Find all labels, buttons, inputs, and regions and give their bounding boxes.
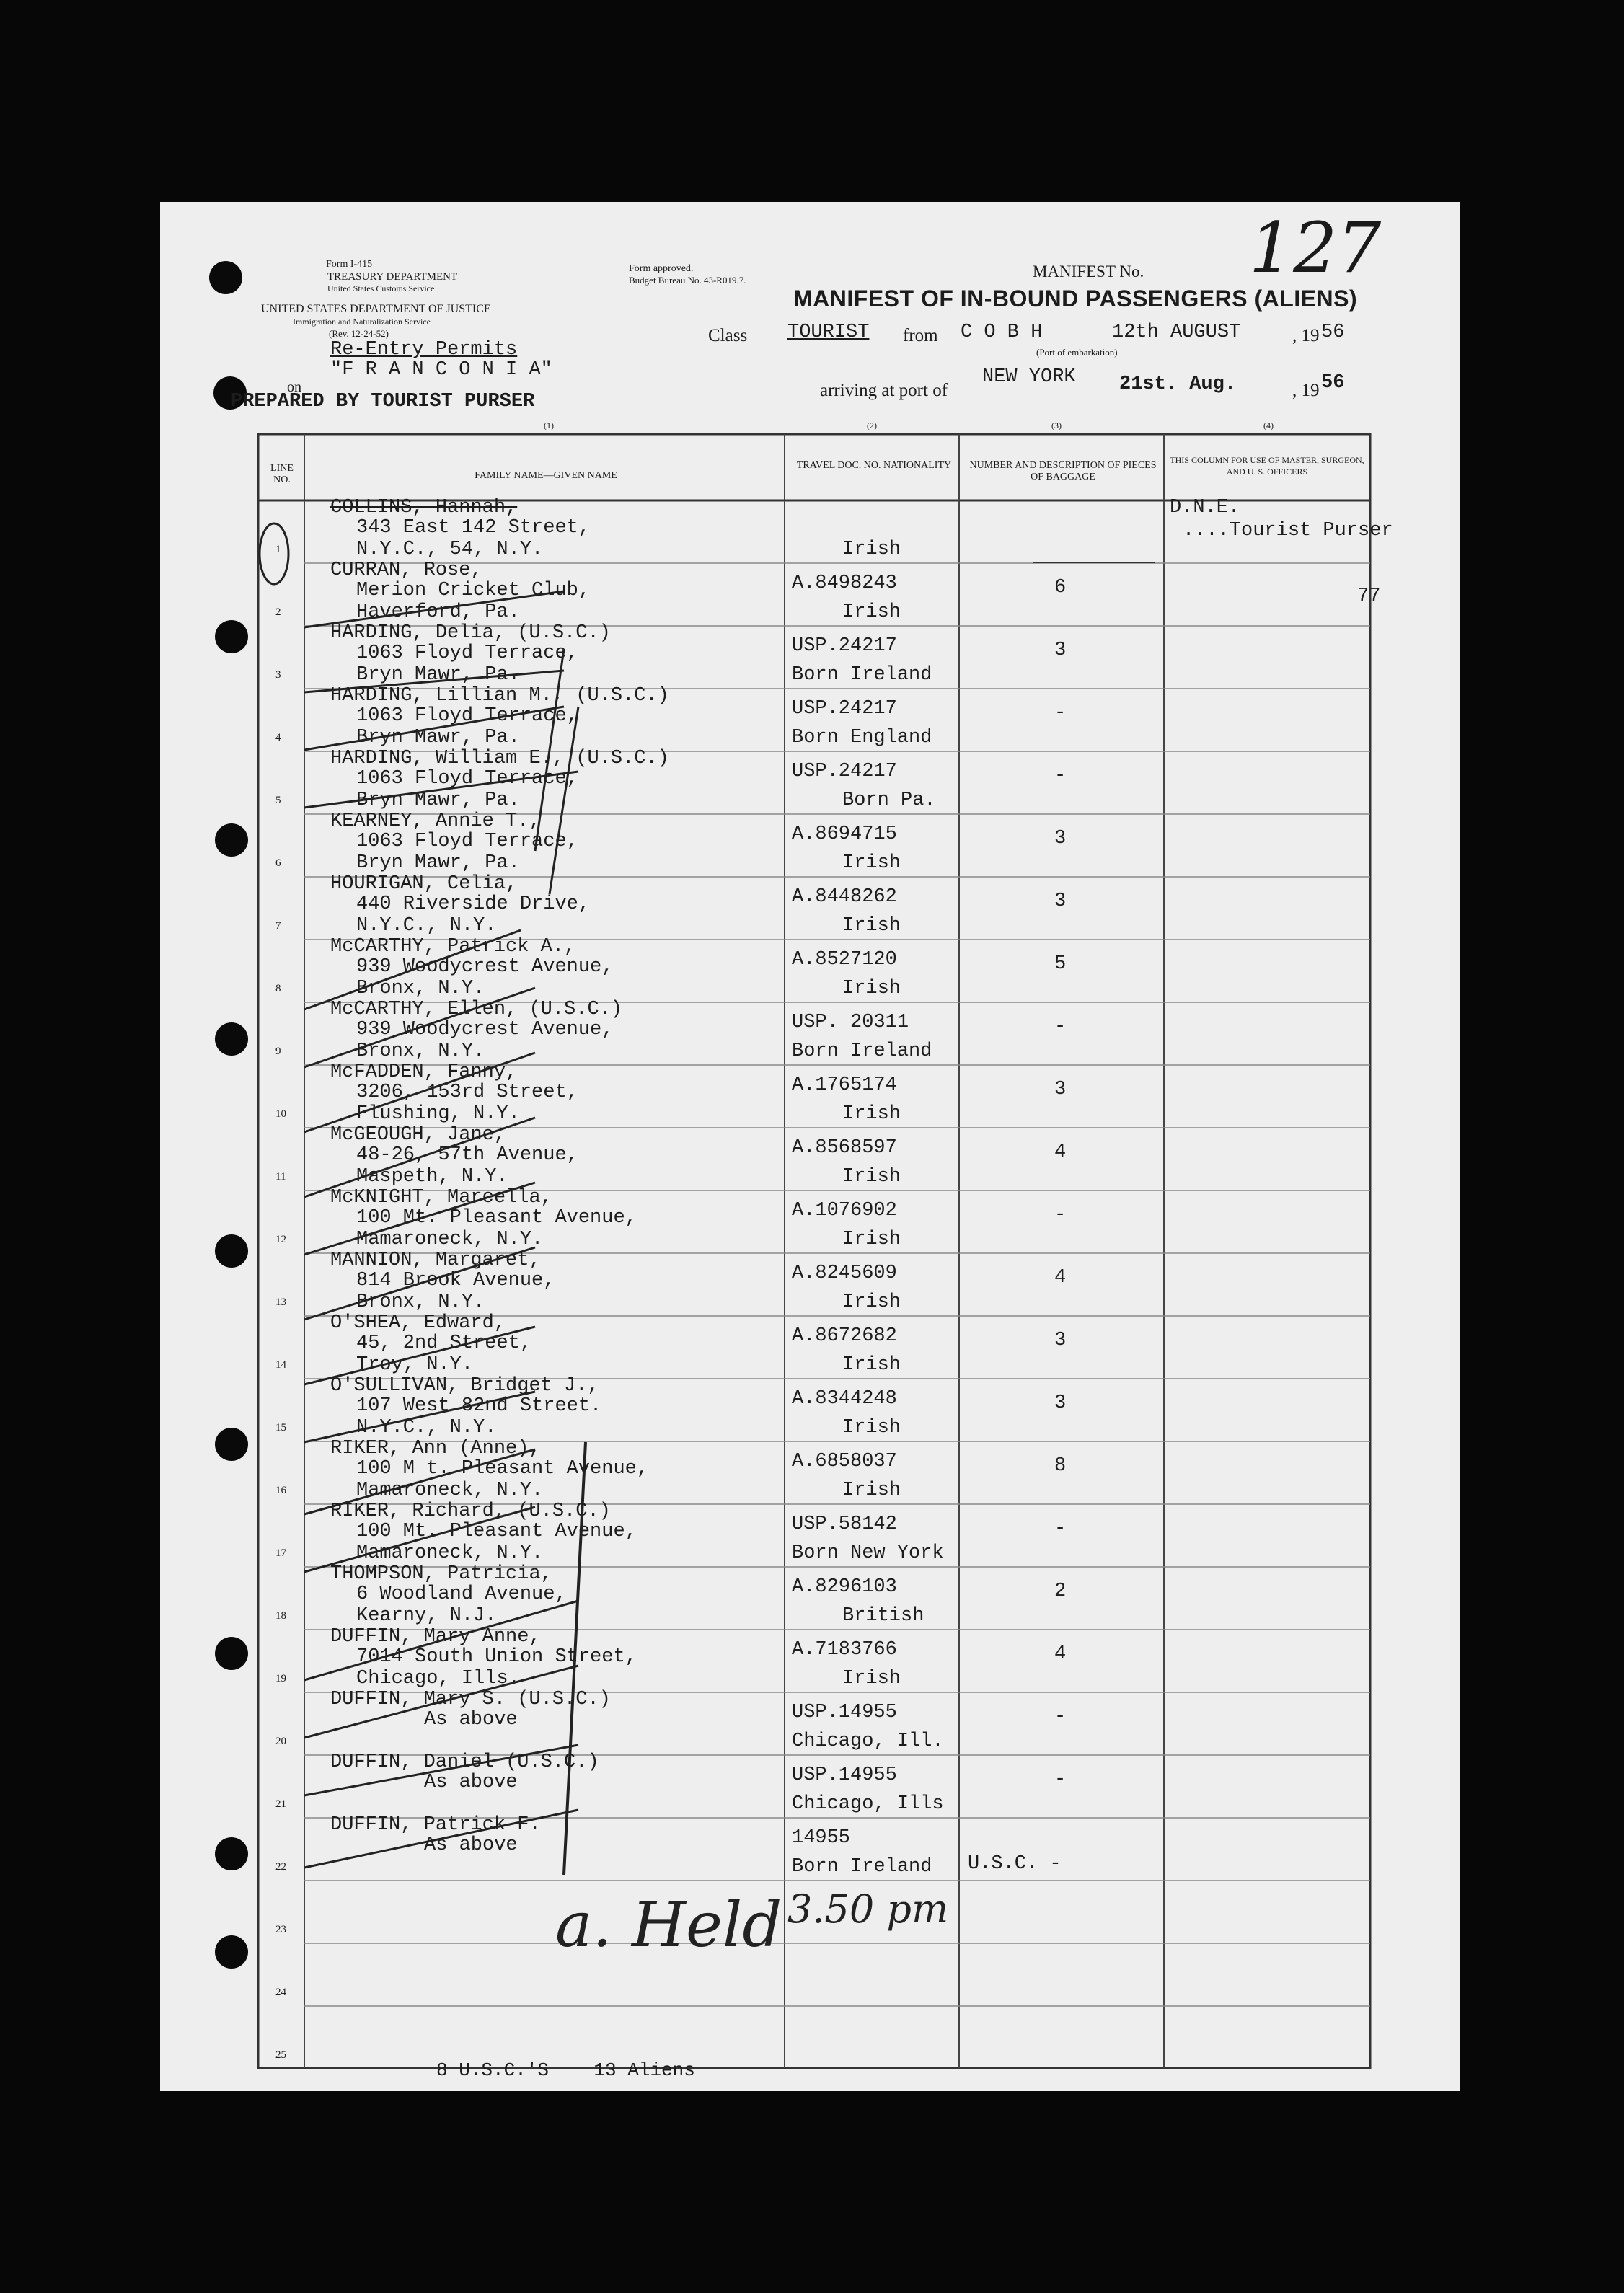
passenger-name: RIKER, Richard, (U.S.C.) (330, 1501, 611, 1522)
table-row (160, 497, 1460, 563)
line-number: 6 (275, 857, 281, 869)
passenger-address-line1: 3206, 153rd Street, (356, 1082, 578, 1103)
passenger-name: DUFFIN, Mary Anne, (330, 1626, 541, 1648)
passenger-address-line1: Merion Cricket Club, (356, 580, 591, 601)
line-number: 8 (275, 983, 281, 994)
passenger-name: RIKER, Ann (Anne), (330, 1438, 541, 1459)
baggage-count: - (1054, 1769, 1067, 1790)
table-row (160, 810, 1460, 877)
baggage-count: - (1054, 1204, 1067, 1226)
line-number: 10 (275, 1108, 286, 1120)
passenger-address-line2: Bryn Mawr, Pa. (356, 727, 520, 748)
line-number: 1 (275, 544, 281, 555)
passenger-address-line1: 100 Mt. Pleasant Avenue, (356, 1207, 637, 1229)
column-number-2: (2) (867, 420, 877, 430)
header-travel-doc: TRAVEL DOC. NO. NATIONALITY (796, 460, 952, 471)
table-row (160, 1312, 1460, 1379)
passenger-address-line1: 48-26, 57th Avenue, (356, 1144, 578, 1166)
travel-doc-number: A.1076902 (792, 1200, 897, 1221)
travel-doc-number: A.8498243 (792, 573, 897, 594)
passenger-address-line1: 343 East 142 Street, (356, 517, 591, 539)
manifest-no-label: MANIFEST No. (1033, 262, 1144, 280)
baggage-count: 2 (1054, 1581, 1067, 1602)
nationality: Irish (842, 1668, 901, 1689)
nationality: Born New York (792, 1542, 944, 1564)
nationality: Irish (842, 1229, 901, 1250)
baggage-count: 3 (1054, 1079, 1067, 1100)
nationality: Irish (842, 1103, 901, 1125)
passenger-address-line2: Mamaroneck, N.Y. (356, 1480, 544, 1501)
line-number: 24 (275, 1987, 286, 1998)
nationality: Chicago, Ill. (792, 1731, 944, 1752)
line-number: 19 (275, 1673, 286, 1684)
passenger-name: McCARTHY, Ellen, (U.S.C.) (330, 999, 623, 1020)
table-row (160, 1563, 1460, 1630)
passenger-address-line2: Bronx, N.Y. (356, 1291, 485, 1313)
nationality: Born Ireland (792, 1856, 932, 1878)
passenger-name: HARDING, William E., (U.S.C.) (330, 748, 669, 769)
passenger-address-line2: Bryn Mawr, Pa. (356, 664, 520, 686)
passenger-address-line1: 6 Woodland Avenue, (356, 1583, 567, 1605)
form-approved: Form approved. (629, 263, 694, 274)
line-number: 25 (275, 2049, 286, 2061)
column-number-1: (1) (544, 420, 554, 430)
class-label: Class (708, 326, 748, 345)
baggage-count: - (1054, 1518, 1067, 1539)
line-number: 3 (275, 669, 281, 681)
nationality: Irish (842, 1166, 901, 1188)
arrival-year: 56 (1321, 372, 1345, 394)
travel-doc-number: USP.58142 (792, 1514, 897, 1535)
baggage-count: 3 (1054, 1392, 1067, 1414)
table-row (160, 873, 1460, 940)
dept-customs: United States Customs Service (327, 283, 435, 293)
nationality: Irish (842, 1354, 901, 1376)
travel-doc-number: USP.24217 (792, 698, 897, 720)
table-row (160, 685, 1460, 751)
travel-doc-number: USP.14955 (792, 1702, 897, 1723)
passenger-address-line2: Chicago, Ills. (356, 1668, 520, 1689)
nationality: Irish (842, 539, 901, 560)
nationality: Irish (842, 1291, 901, 1313)
travel-doc-number: A.8344248 (792, 1388, 897, 1410)
baggage-count: 4 (1054, 1643, 1067, 1665)
passenger-name: O'SHEA, Edward, (330, 1312, 506, 1334)
passenger-address-line1: 100 M t. Pleasant Avenue, (356, 1458, 649, 1480)
line-number: 21 (275, 1798, 286, 1810)
nationality: British (842, 1605, 924, 1627)
table-row (160, 1501, 1460, 1567)
table-row (160, 560, 1460, 626)
passenger-address-line1: 107 West 82nd Street. (356, 1395, 602, 1417)
table-row (160, 936, 1460, 1002)
baggage-count: - (1054, 765, 1067, 787)
passenger-address-line2: Kearny, N.J. (356, 1605, 497, 1627)
year-prefix: , 19 (1292, 326, 1320, 345)
baggage-count: 3 (1054, 1330, 1067, 1351)
time-annotation: 3.50 pm (787, 1886, 949, 1932)
table-row (160, 1438, 1460, 1504)
passenger-address-line1: 7014 South Union Street, (356, 1646, 637, 1668)
line-number: 20 (275, 1736, 286, 1747)
passenger-address-line2: Mamaroneck, N.Y. (356, 1542, 544, 1564)
passenger-address-line1: 440 Riverside Drive, (356, 893, 591, 915)
travel-doc-number: 14955 (792, 1827, 851, 1849)
passenger-address-line1: 939 Woodycrest Avenue, (356, 1019, 614, 1041)
baggage-count: U.S.C. - (968, 1853, 1062, 1875)
dept-justice: UNITED STATES DEPARTMENT OF JUSTICE (261, 303, 491, 315)
passenger-address-line2: Troy, N.Y. (356, 1354, 474, 1376)
arriving-label: arriving at port of (820, 381, 948, 400)
passenger-address-line1: As above (424, 1834, 518, 1856)
passenger-name: McKNIGHT, Marcella, (330, 1187, 552, 1209)
passenger-name: HARDING, Lillian M., (U.S.C.) (330, 685, 669, 707)
travel-doc-number: A.8245609 (792, 1263, 897, 1284)
table-row (160, 999, 1460, 1065)
travel-doc-number: USP.24217 (792, 635, 897, 657)
dept-treasury: TREASURY DEPARTMENT (327, 271, 458, 283)
line-number: 18 (275, 1610, 286, 1622)
column-number-4: (4) (1263, 420, 1274, 430)
table-row (160, 1124, 1460, 1190)
column-number-3: (3) (1051, 420, 1062, 430)
passenger-address-line2: N.Y.C., N.Y. (356, 1417, 497, 1439)
nationality: Irish (842, 1480, 901, 1501)
officer-note: 77 (1357, 586, 1381, 607)
header-officers: THIS COLUMN FOR USE OF MASTER, SURGEON, AND U. S. OFFICERS (1170, 455, 1364, 477)
baggage-count: 4 (1054, 1267, 1067, 1289)
table-row (160, 1250, 1460, 1316)
passenger-address-line2: N.Y.C., N.Y. (356, 915, 497, 937)
passenger-name: KEARNEY, Annie T., (330, 810, 541, 832)
passenger-name: HARDING, Delia, (U.S.C.) (330, 622, 611, 644)
departure-date: 12th AUGUST (1112, 322, 1241, 343)
table-row (160, 2006, 1460, 2069)
baggage-count: 3 (1054, 891, 1067, 912)
line-number: 12 (275, 1234, 286, 1245)
on-label: on (287, 379, 301, 395)
nationality: Irish (842, 978, 901, 999)
line-number: 4 (275, 732, 281, 743)
line-number: 2 (275, 606, 281, 618)
table-row (160, 1689, 1460, 1755)
baggage-count: - (1054, 702, 1067, 724)
baggage-count: 3 (1054, 640, 1067, 661)
travel-doc-number: A.8296103 (792, 1576, 897, 1598)
header-line-no: LINE NO. (270, 463, 294, 485)
nationality: Irish (842, 601, 901, 623)
passenger-name: HOURIGAN, Celia, (330, 873, 518, 895)
travel-doc-number: A.1765174 (792, 1074, 897, 1096)
table-row (160, 1061, 1460, 1128)
passenger-address-line1: 1063 Floyd Terrace, (356, 642, 578, 664)
port-embarkation-caption: (Port of embarkation) (1036, 347, 1118, 358)
passenger-name: DUFFIN, Mary S. (U.S.C.) (330, 1689, 611, 1710)
table-row (160, 1626, 1460, 1692)
passenger-name: O'SULLIVAN, Bridget J., (330, 1375, 599, 1397)
officer-note: D.N.E. (1170, 497, 1240, 518)
passenger-address-line2: Haverford, Pa. (356, 601, 520, 623)
dept-ins: Immigration and Naturalization Service (293, 317, 431, 327)
passenger-address-line2: Bryn Mawr, Pa. (356, 852, 520, 874)
prepared-by: PREPARED BY TOURIST PURSER (231, 391, 535, 412)
line-number: 23 (275, 1924, 286, 1935)
passenger-name: COLLINS, Hannah, (330, 497, 518, 518)
budget-bureau: Budget Bureau No. 43-R019.7. (629, 275, 746, 286)
table-row (160, 1375, 1460, 1441)
passenger-address-line1: 1063 Floyd Terrace, (356, 705, 578, 727)
line-number: 11 (275, 1171, 286, 1183)
passenger-name: DUFFIN, Patrick F. (330, 1814, 541, 1836)
passenger-address-line1: 1063 Floyd Terrace, (356, 768, 578, 790)
passenger-address-line1: 939 Woodycrest Avenue, (356, 956, 614, 978)
baggage-count: 6 (1054, 577, 1067, 598)
passenger-address-line1: 1063 Floyd Terrace, (356, 831, 578, 852)
line-number: 5 (275, 795, 281, 806)
passenger-name: McFADDEN, Fanny, (330, 1061, 518, 1083)
passenger-address-line2: Bronx, N.Y. (356, 978, 485, 999)
nationality: Irish (842, 915, 901, 937)
baggage-count: - (1054, 1016, 1067, 1038)
nationality: Irish (842, 1417, 901, 1439)
baggage-count: 8 (1054, 1455, 1067, 1477)
line-number: 16 (275, 1485, 286, 1496)
nationality: Born Pa. (842, 790, 936, 811)
passenger-address-line2: Flushing, N.Y. (356, 1103, 520, 1125)
line-number: 13 (275, 1296, 286, 1308)
passenger-address-line2: Maspeth, N.Y. (356, 1166, 508, 1188)
table-row (160, 1751, 1460, 1818)
nationality: Born England (792, 727, 932, 748)
table-row (160, 622, 1460, 689)
passenger-address-line1: 100 Mt. Pleasant Avenue, (356, 1521, 637, 1542)
travel-doc-number: A.8568597 (792, 1137, 897, 1159)
line-number: 22 (275, 1861, 286, 1873)
form-revision: (Rev. 12-24-52) (329, 328, 389, 339)
signature: a. Held (555, 1889, 782, 1961)
baggage-count: - (1054, 1706, 1067, 1728)
travel-doc-number: A.7183766 (792, 1639, 897, 1661)
travel-doc-number: USP.24217 (792, 761, 897, 782)
passenger-name: MANNION, Margaret, (330, 1250, 541, 1271)
departure-year: 56 (1321, 322, 1345, 343)
manifest-sheet (160, 202, 1460, 2091)
from-label: from (903, 326, 938, 345)
travel-doc-number: A.8527120 (792, 949, 897, 971)
year-prefix-2: , 19 (1292, 381, 1320, 400)
port-embarkation: C O B H (961, 322, 1043, 343)
form-number: Form I-415 (326, 259, 373, 270)
arrival-port: NEW YORK (982, 366, 1076, 388)
line-number: 7 (275, 920, 281, 932)
line-number: 17 (275, 1547, 286, 1559)
passenger-address-line2: Mamaroneck, N.Y. (356, 1229, 544, 1250)
passenger-name: McCARTHY, Patrick A., (330, 936, 576, 958)
manifest-number: 127 (1249, 208, 1382, 288)
table-row (160, 1943, 1460, 2006)
table-row (160, 748, 1460, 814)
passenger-address-line1: As above (424, 1709, 518, 1731)
baggage-count: 3 (1054, 828, 1067, 849)
travel-doc-number: USP. 20311 (792, 1012, 909, 1033)
line-number: 15 (275, 1422, 286, 1433)
baggage-count: 5 (1054, 953, 1067, 975)
ship-name: "F R A N C O N I A" (330, 359, 552, 381)
passenger-address-line1: 45, 2nd Street, (356, 1333, 532, 1354)
header-name: FAMILY NAME—GIVEN NAME (475, 470, 617, 481)
manifest-title: MANIFEST OF IN-BOUND PASSENGERS (ALIENS) (793, 286, 1358, 312)
nationality: Irish (842, 852, 901, 874)
travel-doc-number: A.8694715 (792, 823, 897, 845)
table-row (160, 1814, 1460, 1881)
passenger-address-line2: Bryn Mawr, Pa. (356, 790, 520, 811)
passenger-address-line1: As above (424, 1772, 518, 1793)
travel-doc-number: USP.14955 (792, 1764, 897, 1786)
passenger-address-line1: 814 Brook Avenue, (356, 1270, 555, 1291)
class-value: TOURIST (787, 322, 870, 343)
officer-note-2: ....Tourist Purser (1183, 520, 1393, 542)
re-entry-permits: Re-Entry Permits (330, 339, 518, 361)
baggage-count: 4 (1054, 1141, 1067, 1163)
travel-doc-number: A.6858037 (792, 1451, 897, 1472)
passenger-name: CURRAN, Rose, (330, 560, 482, 581)
line-number: 14 (275, 1359, 286, 1371)
passenger-name: DUFFIN, Daniel (U.S.C.) (330, 1751, 599, 1773)
line-number: 9 (275, 1046, 281, 1057)
table-row (160, 1187, 1460, 1253)
passenger-address-line2: N.Y.C., 54, N.Y. (356, 539, 544, 560)
totals: 8 U.S.C.'S 13 Aliens (436, 2059, 695, 2081)
nationality: Born Ireland (792, 1041, 932, 1062)
nationality: Chicago, Ills (792, 1793, 944, 1815)
passenger-name: McGEOUGH, Jane, (330, 1124, 506, 1146)
passenger-address-line2: Bronx, N.Y. (356, 1041, 485, 1062)
header-baggage: NUMBER AND DESCRIPTION OF PIECES OF BAGGAGE (969, 460, 1157, 482)
nationality: Born Ireland (792, 664, 932, 686)
passenger-name: THOMPSON, Patricia, (330, 1563, 552, 1585)
travel-doc-number: A.8672682 (792, 1325, 897, 1347)
travel-doc-number: A.8448262 (792, 886, 897, 908)
arrival-date: 21st. Aug. (1119, 374, 1237, 395)
